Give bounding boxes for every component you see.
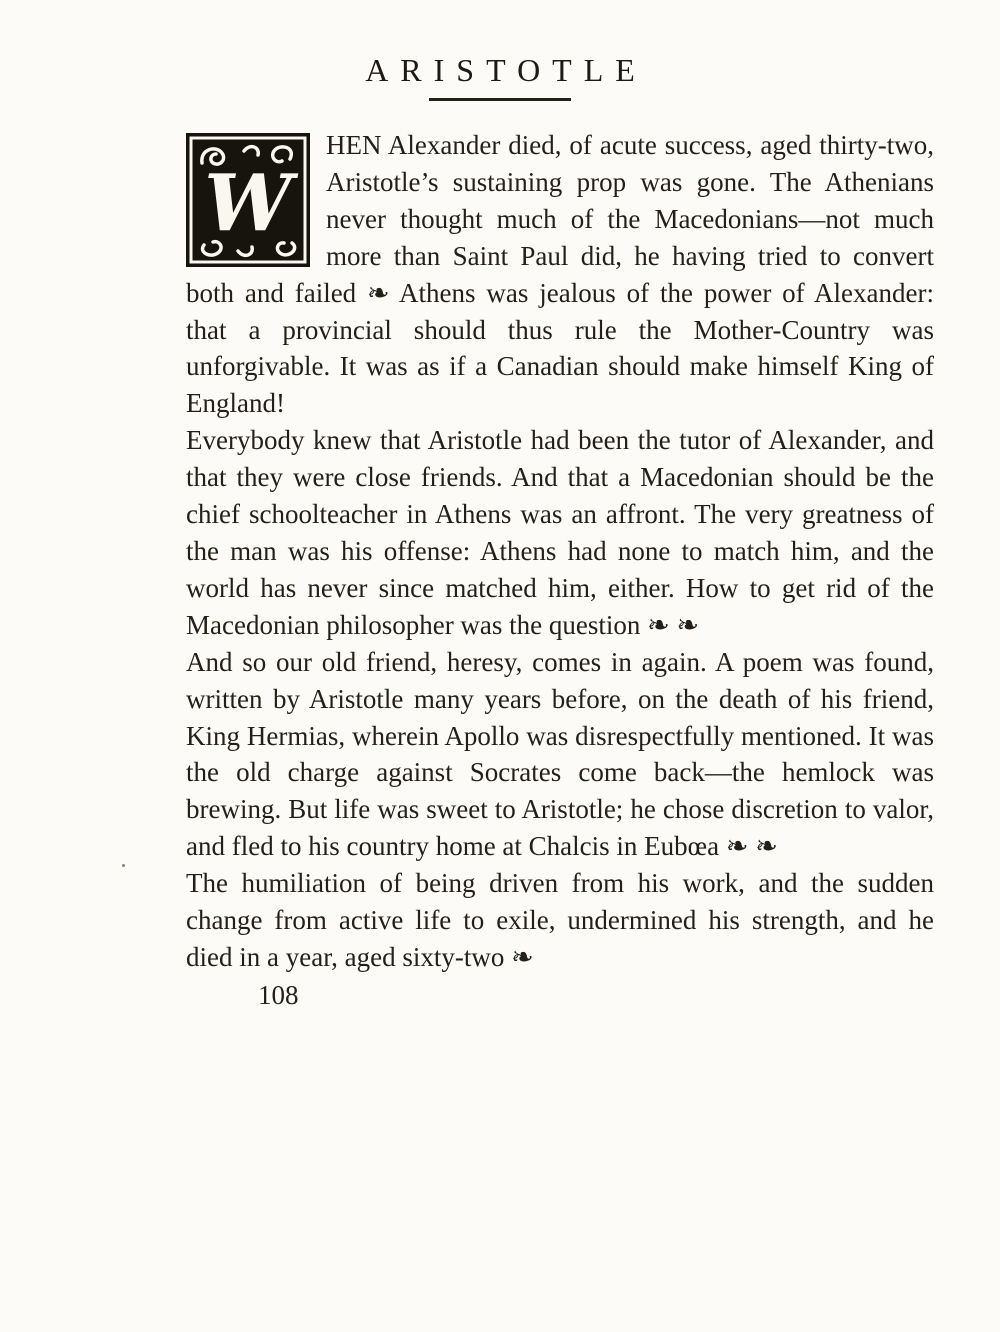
drop-cap-woodcut-icon (186, 133, 310, 267)
scan-speck-artifact (122, 864, 125, 867)
paragraph-2: Everybody knew that Aristotle had been the tutor of Alexander, and that they were close friends. And that a Macedonian should be the chief schoolteacher in Athens was an affront. The very greatness of the man was his offense: Athens had none to match him, and the world has never since matched him, either. How to get rid of the Macedonian philosopher was the question ❧ ❧ (186, 425, 934, 640)
paragraph-3: And so our old friend, heresy, comes in again. A poem was found, written by Aristotle many years before, on the death of his friend, King Hermias, wherein Apollo was disrespectfully mentioned. It was the old charge against Socrates come back—the hemlock was brewing. But life was sweet to Aristotle; he chose discretion to valor, and fled to his country home at Chalcis in Eubœa ❧ ❧ (186, 646, 934, 862)
drop-cap-ornament (186, 133, 310, 267)
paragraph-4: The humiliation of being driven from his work, and the sudden change from active life to exile, undermined his strength, and he died in a year, aged sixty-two ❧ (186, 868, 934, 972)
page-title: ARISTOTLE (365, 52, 647, 88)
title-rule (429, 98, 571, 101)
article-body (186, 127, 934, 1011)
drop-cap-letter: W (204, 158, 292, 249)
paragraph-1: HEN Alexander died, of acute success, aged thirty-two, Aristotle’s sustaining prop was gone. The Athenians never thought much of the Macedonians—not much more than Saint Paul did, he having tried to convert both and failed ❧ Athens was jealous of the power of Alexander: that a provincial should thus rule the Mother-Country was unforgivable. It was as if a Canadian should make himself King of England! (186, 130, 934, 419)
page-number: 108 (258, 979, 299, 1010)
